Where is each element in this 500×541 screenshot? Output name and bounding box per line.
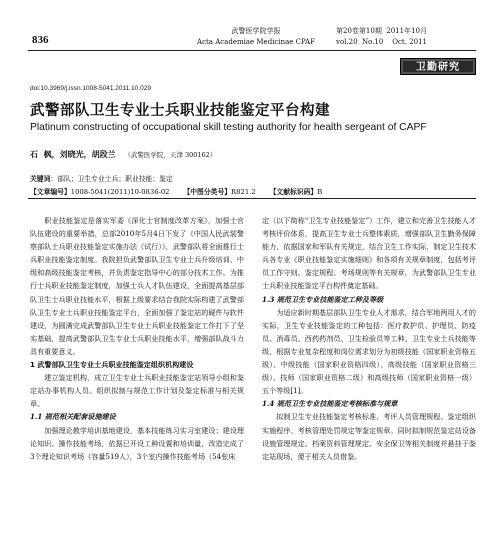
author-names: 石 枫，刘晓光，胡段兰 — [30, 149, 116, 159]
doi: doi:10.3969/j.issn.1008-5041.2011.10.029 — [30, 85, 151, 92]
keywords — [30, 173, 173, 183]
doc-code: B — [317, 188, 323, 196]
issue-info — [336, 26, 427, 48]
authors — [30, 149, 216, 160]
body-column-left — [30, 214, 244, 463]
author-affiliation: （武警医学院，天津 300162） — [124, 151, 217, 159]
issue-info-cn: 第20卷第10期 2011年10月 — [336, 27, 427, 35]
paragraph: 建立鉴定机构，成立卫生专业士兵职业技能鉴定站领导小组和鉴定站办事机构人员。组织拟制与规范工作计划及鉴定标准与相关规章。 — [30, 373, 244, 409]
journal-name-cn: 武警医学院学报 — [231, 27, 281, 35]
keywords-text: ：部队；卫生专业士兵；职业技能；鉴定 — [50, 175, 173, 183]
page-header — [0, 0, 500, 52]
paragraph: 加强理论教学培训基地建设，基本技能练习实习室建设；建设理论知识、操作技能考场，依据已开设工种设置和培训量，改造完成了3个理论知识考场（容量519人），3个室内操作技能考场（54张床 — [30, 425, 244, 461]
paragraph: 拟制卫生专业技能鉴定考核标准、考评人员管理规程、鉴定组织实施程序、考核管理处罚规定等鉴定规章。同时拟制规范鉴定站设备设施管理规定、档案资料管理规定、安全保卫等相关制度并悬挂于鉴定站现场，便于相关人员借鉴。 — [262, 412, 476, 461]
section-badge: 卫勤研究 — [400, 58, 476, 75]
journal-name — [196, 26, 316, 48]
paragraph: 为适应新时期基层部队卫生专业人才需求，结合军地两用人才的实际，卫生专业技能鉴定的工种包括：医疗救护员、护理员、防疫员、消毒员、西药药剂员、卫生检验员等工种。卫生专业士兵技能等级，根据专业复杂程度和岗位需求划分为初级技能（国家职业资格五级）、中级技能（国家职业资格四级）、高级技能（国家职业资格三级）、技师（国家职业资格二级）和高级技师（国家职业资格一级）五个等级[1]。 — [262, 307, 476, 396]
paragraph: 职业技能鉴定是落实军委《深化士官制度改革方案》，加强士官队伍建设的重要举措，总部2010年5月4日下发了《中国人民武装警察部队士兵职业技能鉴定实施办法（试行）》，武警部队将全面推行士兵职业技能鉴定制度。我院担负武警部队卫生专业士兵升级培训、中级和高级技能鉴定考核，并负责鉴定指导中心的部分技术工作。为推行士兵职业技能鉴定制度，加强士兵人才队伍建设，全面提高基层部队卫生士兵职业技能水平，根据上级要求结合我院实际构建了武警部队卫生专业士兵职业技能鉴定平台，全面加强了鉴定站的硬件与软件建设，为圆满完成武警部队卫生专业士兵职业技能鉴定工作打下了坚实基础，提高武警部队卫生专业士兵职业技能水平，增强部队战斗力具有重要意义。 — [30, 216, 244, 356]
paragraph: 定（以下简称“卫生专业技能鉴定”）工作，建立和完善卫生技能人才考核评价体系，提高卫生专业士兵整体素质，增强部队卫生勤务保障能力，依据国家和军队有关规定，结合卫生工作实际，制定卫生技术兵各专业《职业技能鉴定实施细则》和各项有关规章制度，包括考评员工作守则、鉴定规程、考场规则等有关规章，为武警部队卫生专业士兵职业技能鉴定平台构件奠定基础。 — [262, 216, 476, 291]
doc-code-label: 【文献标识码】 — [269, 188, 318, 196]
journal-name-en: Acta Academiae Medicinae CPAF — [197, 38, 315, 46]
clc-label: 【中图分类号】 — [183, 188, 232, 196]
subsection-heading: 1.1 规范相关配套设施建设 — [30, 412, 116, 422]
subsection-heading: 1.4 规范卫生专业技能鉴定考核标准与规章 — [262, 399, 398, 409]
article-meta — [30, 186, 322, 196]
keywords-label: 关键词 — [30, 175, 51, 183]
issue-info-en: vol.20 No.10 Oct. 2011 — [336, 38, 427, 46]
meta-rule — [28, 198, 476, 199]
header-rule — [28, 50, 476, 51]
article-title-cn: 武警部队卫生专业士兵职业技能鉴定平台构建 — [30, 103, 330, 119]
article-id: 1008-5041(2011)10-0836-02 — [70, 188, 170, 196]
article-title-en: Platinum constructing of occupational skill testing authority for health sergeant of CAPF — [30, 122, 427, 133]
body-column-right — [262, 214, 476, 463]
page-number: 836 — [32, 34, 49, 46]
section-heading: 1 武警部队卫生专业士兵职业技能鉴定组织机构建设 — [30, 360, 194, 370]
subsection-heading: 1.3 规范卫生专业技能鉴定工种及等级 — [262, 294, 384, 304]
clc-number: R821.2 — [231, 188, 256, 196]
article-id-label: 【文章编号】 — [30, 188, 71, 196]
